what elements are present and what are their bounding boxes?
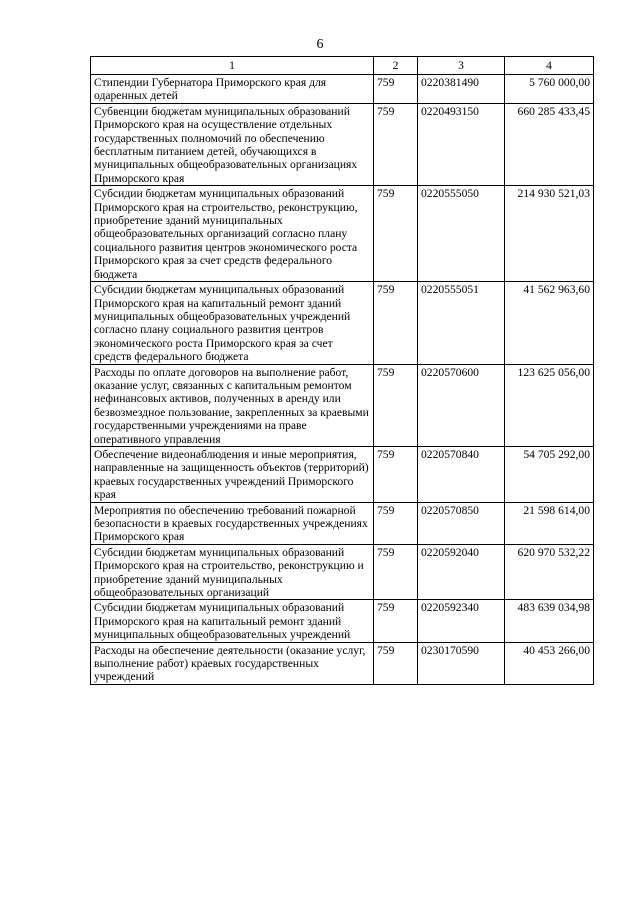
row-amount: 214 930 521,03: [505, 186, 594, 282]
row-target-code: 0220592040: [418, 544, 505, 600]
row-name: Стипендии Губернатора Приморского края для одаренных детей: [91, 75, 374, 104]
row-amount: 21 598 614,00: [505, 502, 594, 544]
table-row: [91, 364, 594, 446]
row-name: Субсидии бюджетам муниципальных образований Приморского края на капитальный ремонт зданий муниципальных общеобразовательных учреждений: [91, 600, 374, 642]
row-target-code: 0220570850: [418, 502, 505, 544]
row-grbs-code: 759: [374, 600, 418, 642]
table-row: [91, 642, 594, 684]
row-target-code: 0220555051: [418, 282, 505, 364]
table-row: [91, 186, 594, 282]
table-row: [91, 446, 594, 502]
table-row: [91, 75, 594, 104]
row-grbs-code: 759: [374, 502, 418, 544]
row-grbs-code: 759: [374, 282, 418, 364]
table-row: [91, 544, 594, 600]
row-target-code: 0220555050: [418, 186, 505, 282]
row-name: Обеспечение видеонаблюдения и иные мероприятия, направленные на защищенность объектов (территорий) краевых государственных учреждений Приморского края: [91, 446, 374, 502]
row-target-code: 0220493150: [418, 103, 505, 185]
row-grbs-code: 759: [374, 642, 418, 684]
row-amount: 41 562 963,60: [505, 282, 594, 364]
column-header-2: 2: [374, 57, 418, 75]
row-name: Субсидии бюджетам муниципальных образований Приморского края на строительство, реконструкцию и приобретение зданий муниципальных общеобразовательных организаций: [91, 544, 374, 600]
row-grbs-code: 759: [374, 103, 418, 185]
row-target-code: 0220592340: [418, 600, 505, 642]
row-amount: 40 453 266,00: [505, 642, 594, 684]
table-header-row: [91, 57, 594, 75]
row-amount: 54 705 292,00: [505, 446, 594, 502]
column-header-3: 3: [418, 57, 505, 75]
row-amount: 483 639 034,98: [505, 600, 594, 642]
row-name: Расходы на обеспечение деятельности (оказание услуг, выполнение работ) краевых государственных учреждений: [91, 642, 374, 684]
row-amount: 660 285 433,45: [505, 103, 594, 185]
row-grbs-code: 759: [374, 544, 418, 600]
row-name: Расходы по оплате договоров на выполнение работ, оказание услуг, связанных с капитальным ремонтом нефинансовых активов, полученных в аренду или безвозмездное пользование, закрепленных за краевыми государственными учреждениями на праве оперативного управления: [91, 364, 374, 446]
table-row: [91, 502, 594, 544]
column-header-4: 4: [505, 57, 594, 75]
row-name: Субвенции бюджетам муниципальных образований Приморского края на осуществление отдельных государственных полномочий по обеспечению бесплатным питанием детей, обучающихся в муниципальных общеобразовательных организациях Приморского края: [91, 103, 374, 185]
row-name: Мероприятия по обеспечению требований пожарной безопасности в краевых государственных учреждениях Приморского края: [91, 502, 374, 544]
row-amount: 620 970 532,22: [505, 544, 594, 600]
row-target-code: 0230170590: [418, 642, 505, 684]
row-amount: 5 760 000,00: [505, 75, 594, 104]
page-number: 6: [316, 37, 324, 52]
column-header-1: 1: [91, 57, 374, 75]
row-target-code: 0220570840: [418, 446, 505, 502]
row-name: Субсидии бюджетам муниципальных образований Приморского края на капитальный ремонт зданий муниципальных общеобразовательных учреждений согласно плану социального развития центров экономического роста Приморского края за счет средств федерального бюджета: [91, 282, 374, 364]
table-row: [91, 103, 594, 185]
row-grbs-code: 759: [374, 75, 418, 104]
row-name: Субсидии бюджетам муниципальных образований Приморского края на строительство, реконструкцию, приобретение зданий муниципальных общеобразовательных организаций согласно плану социального развития центров экономического роста Приморского края за счет средств федерального бюджета: [91, 186, 374, 282]
row-grbs-code: 759: [374, 364, 418, 446]
row-grbs-code: 759: [374, 446, 418, 502]
row-target-code: 0220381490: [418, 75, 505, 104]
row-target-code: 0220570600: [418, 364, 505, 446]
row-grbs-code: 759: [374, 186, 418, 282]
table-row: [91, 282, 594, 364]
row-amount: 123 625 056,00: [505, 364, 594, 446]
table-row: [91, 600, 594, 642]
budget-table: [90, 56, 594, 685]
